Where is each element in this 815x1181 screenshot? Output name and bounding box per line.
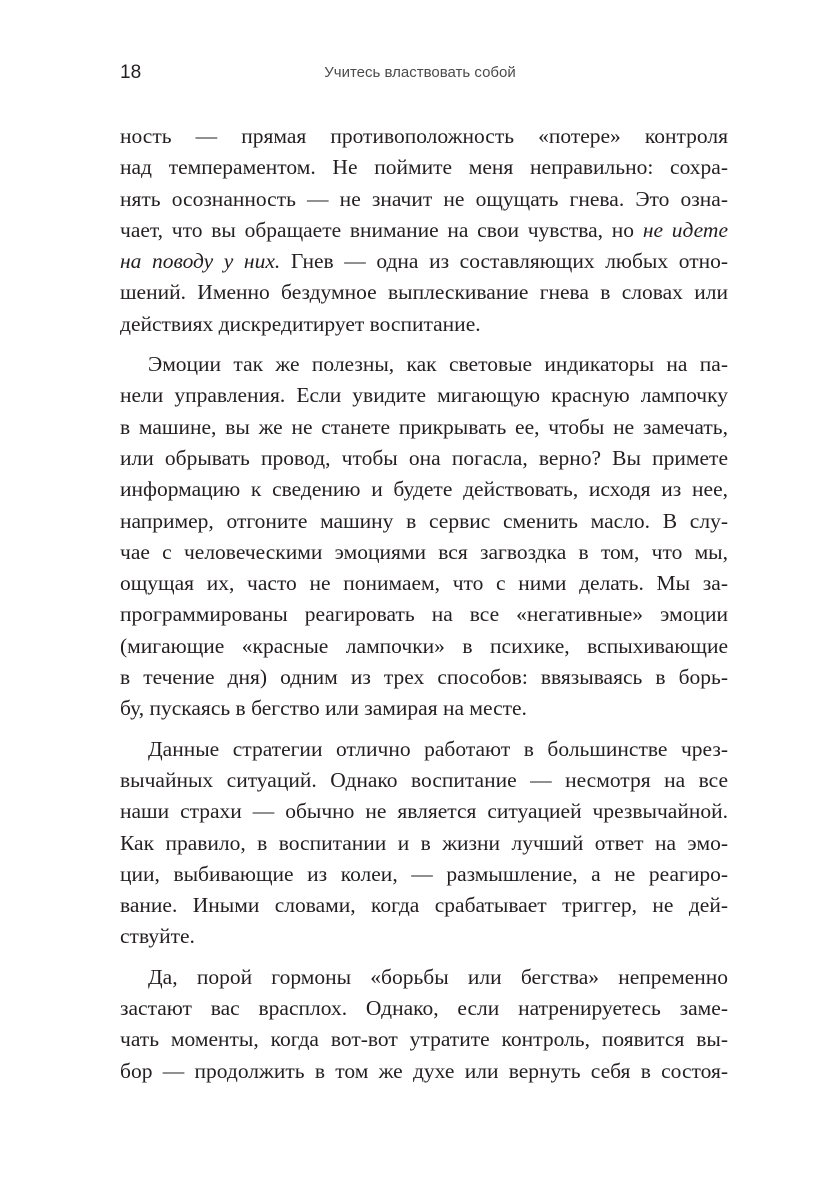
body-text <box>120 121 728 1087</box>
text-line: (мигающие «красные лампочки» в психике, вспыхивающие <box>120 633 728 658</box>
text-line: например, отгоните машину в сервис сменить масло. В слу- <box>120 508 728 533</box>
italic-emphasis: на поводу у них. <box>120 249 281 274</box>
text-line: Да, порой гормоны «борьбы или бегства» непременно <box>148 964 728 989</box>
text-line: вычайных ситуаций. Однако воспитание — несмотря на все <box>120 767 728 792</box>
text-line: Данные стратегии отлично работают в большинстве чрез- <box>148 736 728 761</box>
text-line: в течение дня) одним из трех способов: ввязываясь в борь- <box>120 665 728 690</box>
text-line: действиях дискредитирует воспитание. <box>120 311 481 336</box>
page-number: 18 <box>120 62 142 83</box>
text-line: бор — продолжить в том же духе или вернуть себя в состоя- <box>120 1058 728 1083</box>
text-line: над темпераментом. Не поймите меня неправильно: сохра- <box>120 155 728 180</box>
text-line: чае с человеческими эмоциями вся загвоздка в том, что мы, <box>120 539 728 564</box>
text-line: шений. Именно бездумное выплескивание гнева в словах или <box>120 280 728 305</box>
text-line: бу, пускаясь в бегство или замирая на месте. <box>120 696 527 721</box>
text-line: информацию к сведению и будете действовать, исходя из нее, <box>120 477 728 502</box>
text-line: чает, что вы обращаете внимание на свои чувства, но не идете <box>120 217 728 242</box>
text-line: наши страхи — обычно не является ситуацией чрезвычайной. <box>120 799 728 824</box>
paragraph-3 <box>120 734 728 953</box>
text-line: нять осознанность — не значит не ощущать гнева. Это озна- <box>120 186 728 211</box>
paragraph-1 <box>120 121 728 340</box>
text-line: нели управления. Если увидите мигающую красную лампочку <box>120 383 728 408</box>
text-line: ощущая их, часто не понимаем, что с ними делать. Мы за- <box>120 571 728 596</box>
text-line: программированы реагировать на все «негативные» эмоции <box>120 602 728 627</box>
text-line: в машине, вы же не станете прикрывать ее, чтобы не замечать, <box>120 414 728 439</box>
text-line: Эмоции так же полезны, как световые индикаторы на па- <box>148 352 728 377</box>
paragraph-4 <box>120 962 728 1087</box>
paragraph-2 <box>120 349 728 725</box>
text-line: ции, выбивающие из колеи, — размышление, а не реагиро- <box>120 861 728 886</box>
italic-emphasis: не идете <box>642 217 728 242</box>
text-line: ствуйте. <box>120 924 195 949</box>
text-line: Как правило, в воспитании и в жизни лучший ответ на эмо- <box>120 830 728 855</box>
text-line: вание. Иными словами, когда срабатывает триггер, не дей- <box>120 893 728 918</box>
text-line: застают вас врасплох. Однако, если натренируетесь заме- <box>120 996 728 1021</box>
text-line: ность — прямая противоположность «потере» контроля <box>120 124 728 148</box>
text-line: чать моменты, когда вот-вот утратите контроль, появится вы- <box>120 1027 728 1052</box>
running-header: Учитесь властвовать собой <box>324 64 516 81</box>
text-line: или обрывать провод, чтобы она погасла, верно? Вы примете <box>120 445 728 470</box>
text-line: на поводу у них. Гнев — одна из составляющих любых отно- <box>120 249 729 274</box>
